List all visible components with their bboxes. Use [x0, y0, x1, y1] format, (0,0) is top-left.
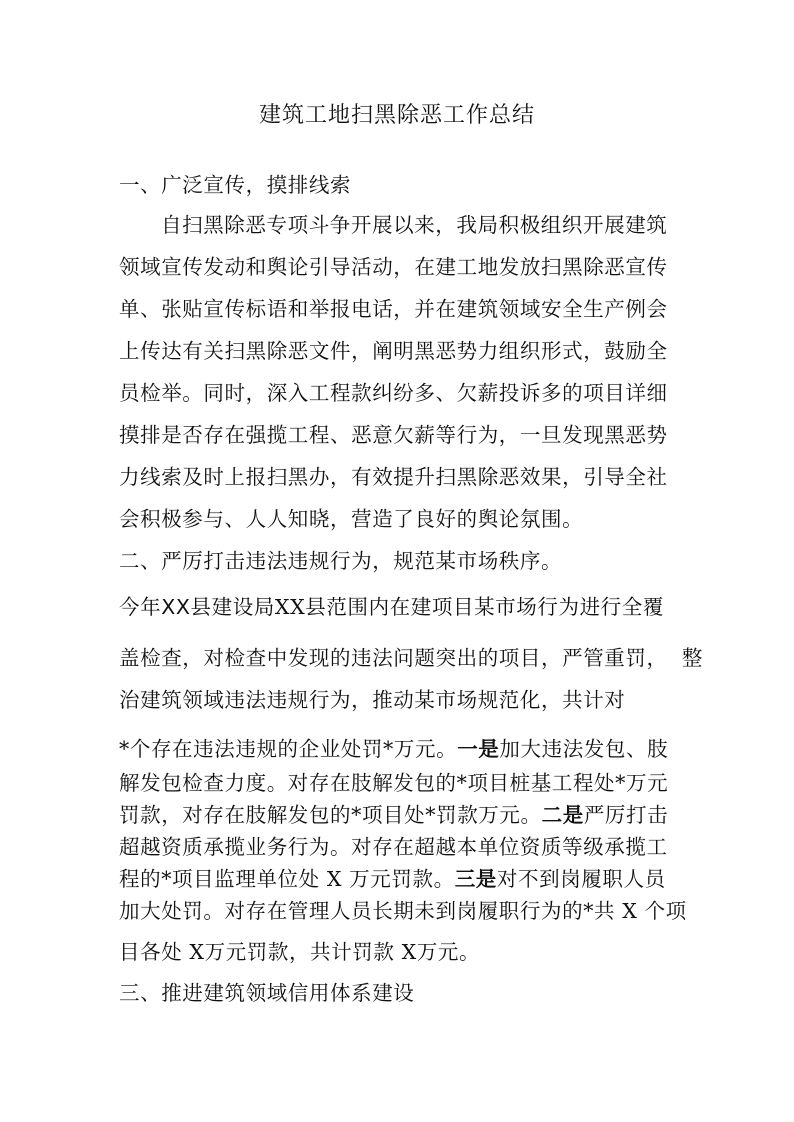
section2-line-5: 解发包检查力度。对存在肢解发包的*项目桩基工程处*万元	[119, 771, 669, 795]
section2-line-6	[119, 798, 679, 828]
document-title: 建筑工地扫黑除恶工作总结	[258, 103, 535, 128]
section1-line-7: 力线索及时上报扫黑办，有效提升扫黑除恶效果，引导全社	[119, 465, 668, 489]
section2-line-1	[119, 590, 679, 620]
section2-line-1-b: XX县	[161, 595, 212, 619]
section1-heading: 一、广泛宣传，摸排线索	[119, 173, 352, 197]
section2-line-4-a: *个存在违法违规的企业处罚*万元。	[119, 737, 458, 761]
section2-line-4	[119, 732, 679, 762]
section2-line-3: 治建筑领域违法违规行为，推动某市场规范化，共计对	[119, 688, 626, 712]
section2-line-7: 超越资质承揽业务行为。对存在超越本单位资质等级承揽工	[119, 835, 668, 859]
section1-line-3: 单、张贴宣传标语和举报电话，并在建筑领域安全生产例会	[119, 297, 668, 321]
section1-line-1: 自扫黑除恶专项斗争开展以来，我局积极组织开展建筑	[161, 213, 668, 237]
section2-line-10: 目各处 X万元罚款，共计罚款 X万元。	[119, 940, 481, 964]
section2-line-6-b: 严厉打击	[583, 803, 669, 827]
section1-line-4: 上传达有关扫黑除恶文件，阐明黑恶势力组织形式，鼓励全	[119, 339, 668, 363]
section1-line-6: 摸排是否存在强揽工程、恶意欠薪等行为，一旦发现黑恶势	[119, 423, 668, 447]
section1-line-5: 员检举。同时，深入工程款纠纷多、欠薪投诉多的项目详细	[119, 381, 668, 405]
section1-line-8: 会积极参与、人人知晓，营造了良好的舆论氛围。	[119, 507, 584, 531]
section2-line-1-c: 建设局XX县范围内在建项目某市场行为进行全覆	[211, 595, 664, 619]
section2-line-8	[119, 862, 679, 892]
section2-line-8-a: 程的*项目监理单位处 X 万元罚款。	[119, 867, 455, 891]
section2-line-2: 盖检查，对检查中发现的违法问题突出的项目，严管重罚， 整	[119, 646, 703, 670]
section1-line-2: 领域宣传发动和舆论引导活动，在建工地发放扫黑除恶宣传	[119, 255, 668, 279]
section3-heading: 三、推进建筑领域信用体系建设	[119, 981, 415, 1005]
emphasis-third: 三是	[454, 867, 497, 891]
section2-line-4-b: 加大违法发包、肢	[499, 737, 669, 761]
section2-line-1-a: 今年	[119, 595, 162, 619]
section2-line-9: 加大处罚。对存在管理人员长期未到岗履职行为的*共 X 个项	[119, 899, 687, 923]
emphasis-first: 一是	[457, 737, 500, 761]
section2-line-6-a: 罚款，对存在肢解发包的*项目处*罚款万元。	[119, 803, 542, 827]
emphasis-second: 二是	[541, 803, 584, 827]
section2-line-8-b: 对不到岗履职人员	[496, 867, 666, 891]
section2-heading: 二、严厉打击违法违规行为，规范某市场秩序。	[119, 549, 563, 573]
